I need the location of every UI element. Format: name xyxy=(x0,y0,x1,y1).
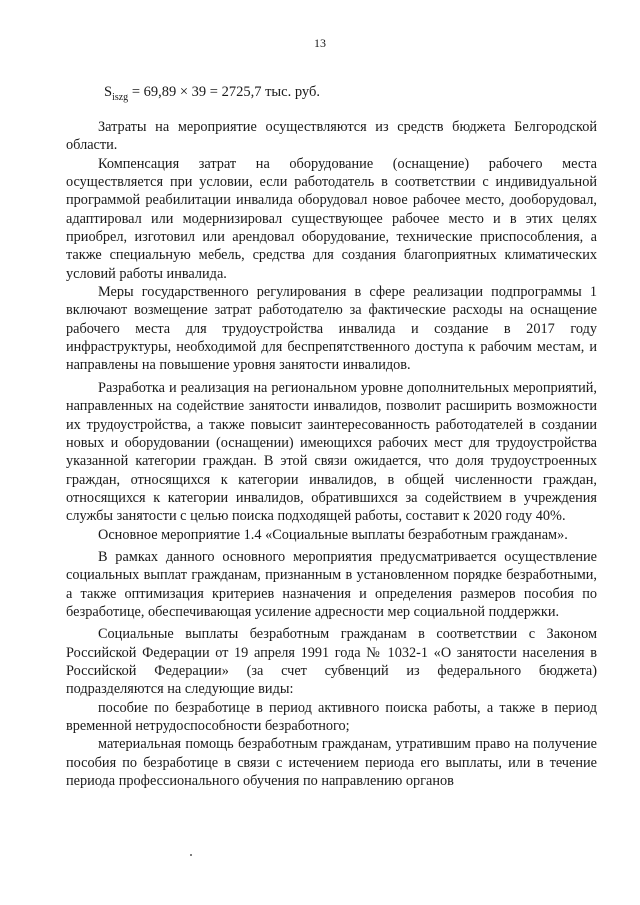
paragraph-social-payments: Социальные выплаты безработным гражданам в соответствии с Законом Российской Федерации от 19 апреля 1991 года № 1032-1 «О занятости населения в Российской Федерации» (за счет субвенций из федерального бюджета) подразделяются на следующие виды: xyxy=(66,626,597,698)
paragraph-cost-compensation: Компенсация затрат на оборудование (оснащение) рабочего места осуществляется при условии, если работодатель в соответствии с индивидуальной программой реабилитации инвалида оборудовал новое рабочее место, дооборудовал, адаптировал или модернизировал существующее рабочее место и в этих целях приобрел, изготовил или арендовал оборудование, технические приспособления, а также специальную мебель, средства для создания благоприятных климатических условий работы инвалида. xyxy=(66,155,597,282)
formula-subscript: iszg xyxy=(112,91,129,103)
scan-speck xyxy=(190,854,192,856)
list-item-material-assistance: материальная помощь безработным гражданам, утратившим право на получение пособия по безработице в связи с истечением периода его выплаты, или в течение периода профессионального обучения по направлению органов xyxy=(66,736,597,790)
page-number: 13 xyxy=(314,36,326,50)
paragraph-activity-scope: В рамках данного основного мероприятия предусматривается осуществление социальных выплат гражданам, признанным в установленном порядке безработными, а также оптимизация критериев назначения и определения размеров пособия по безработице, обеспечивающая усиление адресности мер социальной поддержки. xyxy=(66,548,597,620)
formula-symbol: S xyxy=(104,84,113,100)
paragraph-main-activity-heading: Основное мероприятие 1.4 «Социальные выплаты безработным гражданам». xyxy=(98,526,568,543)
document-body xyxy=(66,118,597,790)
paragraph-state-regulation: Меры государственного регулирования в сфере реализации подпрограммы 1 включают возмещение затрат работодателю за фактические расходы на оснащение рабочего места для трудоустройства инвалида и создание в 2017 году инфраструктуры, необходимой для беспрепятственного доступа к рабочим местам, и направлены на повышение уровня занятости инвалидов. xyxy=(66,284,597,374)
list-item-unemployment-benefit: пособие по безработице в период активного поиска работы, а также в период временной нетрудоспособности безработного; xyxy=(66,699,597,734)
cost-formula xyxy=(104,84,320,103)
paragraph-regional-measures: Разработка и реализация на региональном уровне дополнительных мероприятий, направленных на содействие занятости инвалидов, позволит расширить возможности их трудоустройства, а также повысит заинтересованность работодателей в создании новых и оборудовании (оснащении) имеющихся рабочих мест для трудоустройства указанной категории граждан. В этой связи ожидается, что доля трудоустроенных граждан, относящихся к категории инвалидов, в общей численности граждан, относящихся к категории инвалидов, обратившихся за содействием в учреждения службы занятости с целью поиска подходящей работы, составит к 2020 году 40%. xyxy=(66,379,597,525)
formula-expression: = 69,89 × 39 = 2725,7 тыс. руб. xyxy=(128,84,320,100)
paragraph-funding-source: Затраты на мероприятие осуществляются из средств бюджета Белгородской области. xyxy=(66,119,597,154)
